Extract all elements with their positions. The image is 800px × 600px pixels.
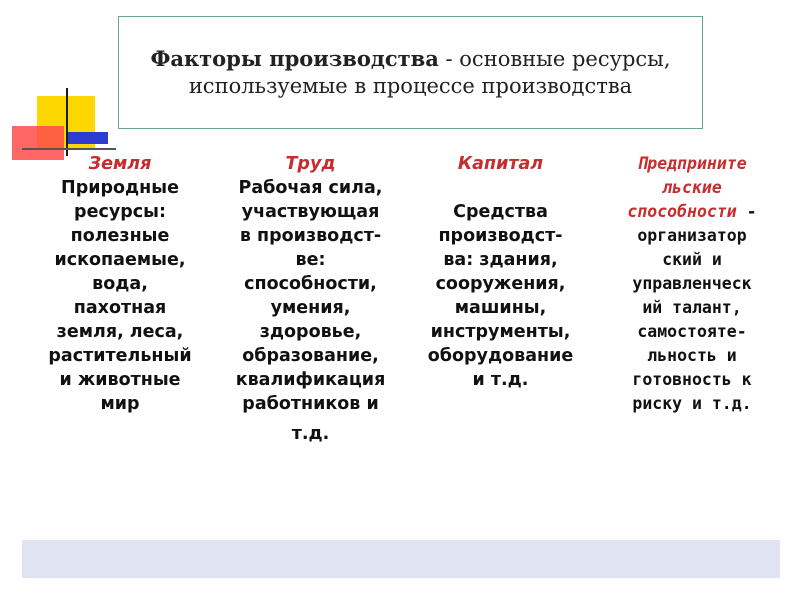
- text-line: способности,: [244, 274, 377, 294]
- text-line: производст-: [438, 226, 563, 246]
- text-line: ископаемые,: [54, 250, 186, 270]
- text-line: самостояте-: [637, 322, 747, 341]
- footer-bar: [22, 540, 780, 578]
- text-line: здоровье,: [259, 322, 362, 342]
- text-line: ресурсы:: [74, 202, 166, 222]
- column-capital: [413, 152, 588, 392]
- text-line: риску и т.д.: [632, 394, 752, 413]
- text-line: образование,: [242, 346, 379, 366]
- text-line: льность и: [647, 346, 737, 365]
- text-line: работников и: [242, 394, 379, 414]
- text-line: [413, 176, 588, 200]
- title-bold: Факторы производства: [150, 45, 439, 71]
- text-line: растительный: [48, 346, 192, 366]
- text-line: участвующая: [241, 202, 380, 222]
- text-line: и т.д.: [472, 370, 529, 390]
- column-labor: [218, 152, 403, 446]
- column-heading: Капитал: [457, 154, 544, 174]
- text-line: квалификация: [235, 370, 386, 390]
- text-line: управленческ: [632, 274, 752, 293]
- text-line: готовность к: [632, 370, 752, 389]
- page-title: [129, 45, 692, 101]
- text-line: в производст-: [239, 226, 382, 246]
- decor-blue-bar: [68, 132, 108, 144]
- column-entrepreneurship: [597, 152, 787, 416]
- title-rest: - основные ресурсы, используемые в процессе производства: [188, 46, 671, 98]
- text-line: сооружения,: [435, 274, 566, 294]
- decor-vertical-line: [66, 88, 68, 156]
- text-line: организатор: [637, 226, 747, 245]
- text-line: Рабочая сила,: [238, 178, 383, 198]
- column-heading: Земля: [88, 154, 152, 174]
- text-line: ве:: [295, 250, 326, 270]
- text-line: Средства: [453, 202, 548, 222]
- text-line: ий талант,: [642, 298, 742, 317]
- title-box: [118, 16, 703, 129]
- text-line: полезные: [70, 226, 170, 246]
- text-line: пахотная: [73, 298, 167, 318]
- column-heading-line: Предприните: [637, 154, 747, 173]
- heading-suffix: -: [736, 202, 757, 221]
- column-land: [30, 152, 210, 416]
- column-heading-line: льские: [662, 178, 722, 197]
- text-line: и животные: [59, 370, 181, 390]
- decor-horizontal-line: [22, 148, 116, 150]
- text-line: умения,: [270, 298, 351, 318]
- text-line: вода,: [92, 274, 148, 294]
- text-line: т.д.: [291, 424, 330, 444]
- text-line: земля, леса,: [56, 322, 184, 342]
- column-heading-line: способности: [627, 202, 737, 221]
- text-line: ский и: [662, 250, 722, 269]
- text-line: мир: [100, 394, 140, 414]
- text-line: ва: здания,: [443, 250, 558, 270]
- text-line: машины,: [454, 298, 547, 318]
- text-line: инструменты,: [430, 322, 571, 342]
- text-line: Природные: [61, 178, 179, 198]
- column-heading: Труд: [285, 154, 336, 174]
- text-line: оборудование: [427, 346, 574, 366]
